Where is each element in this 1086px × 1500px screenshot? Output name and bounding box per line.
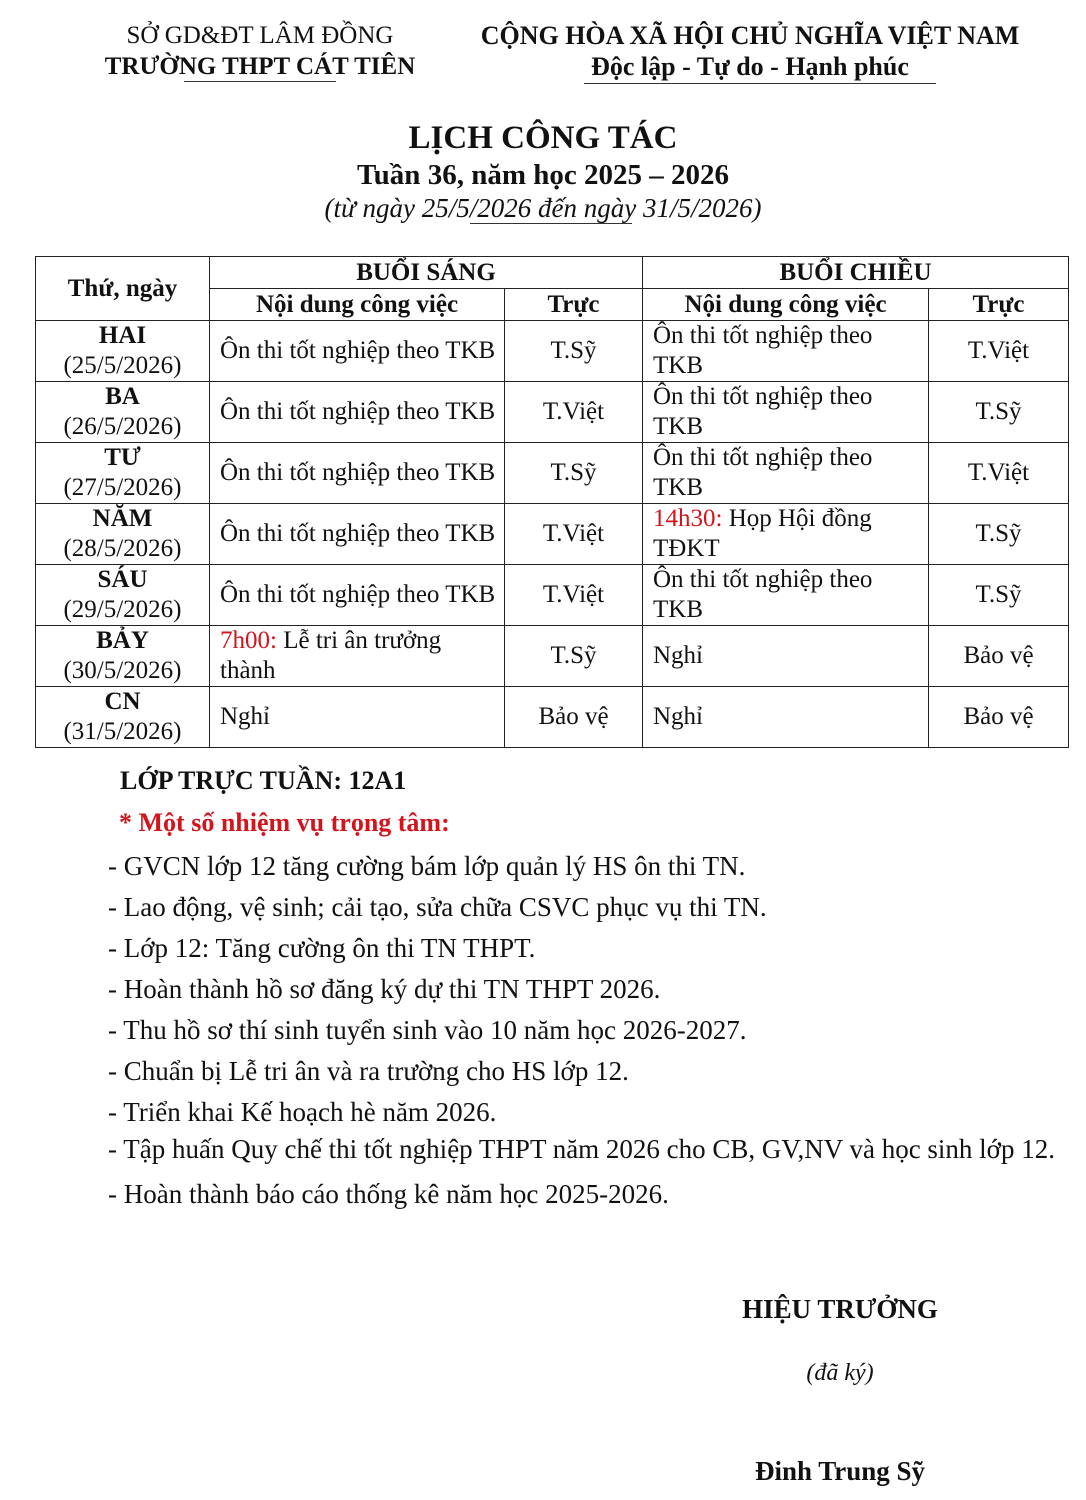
list-item: - Lớp 12: Tăng cường ôn thi TN THPT. [108,933,536,963]
signer-title: HIỆU TRƯỞNG [742,1294,938,1324]
day-cell [36,321,210,382]
task-text: Ôn thi tốt nghiệp theo TKB [653,566,873,623]
date-range-underline [470,223,632,224]
task-time: 14h30: [653,505,723,532]
task-text: Ôn thi tốt nghiệp theo TKB [653,444,873,501]
afternoon-task-cell [643,504,929,565]
day-cell [36,504,210,565]
document-title: LỊCH CÔNG TÁC [408,120,678,156]
day-name: HAI [98,322,147,349]
task-text: Ôn thi tốt nghiệp theo TKB [220,520,496,547]
school-name: TRƯỜNG THPT CÁT TIÊN [104,53,416,80]
task-text: Nghỉ [653,642,703,669]
morning-task-cell [210,687,505,748]
signer-name: Đinh Trung Sỹ [754,1456,926,1486]
morning-duty-cell: T.Sỹ [505,626,643,687]
table-row [36,443,1069,504]
morning-duty-cell: T.Việt [505,504,643,565]
table-row [36,626,1069,687]
morning-duty-cell: T.Việt [505,382,643,443]
national-motto: Độc lập - Tự do - Hạnh phúc [591,52,909,81]
list-item: - Hoàn thành hồ sơ đăng ký dự thi TN THPT 2026. [108,974,661,1004]
schedule-body [36,321,1069,748]
day-name: TƯ [104,444,141,471]
task-text: Ôn thi tốt nghiệp theo TKB [220,398,496,425]
header-morning-duty: Trực [505,289,643,321]
header-afternoon: BUỔI CHIỀU [643,257,1069,289]
task-text: Ôn thi tốt nghiệp theo TKB [220,581,496,608]
day-date: (25/5/2026) [63,352,182,379]
morning-duty-cell: T.Việt [505,565,643,626]
task-text: Nghỉ [653,703,703,730]
day-cell [36,626,210,687]
morning-task-cell [210,321,505,382]
afternoon-duty-cell: T.Sỹ [929,504,1069,565]
morning-task-cell [210,443,505,504]
day-date: (30/5/2026) [63,657,182,684]
task-text: Ôn thi tốt nghiệp theo TKB [653,322,873,379]
header-day: Thứ, ngày [36,257,210,321]
task-text: Lễ tri ân trưởng thành [220,627,442,684]
class-on-duty: LỚP TRỰC TUẦN: 12A1 [120,766,407,795]
afternoon-task-cell [643,382,929,443]
table-row [36,565,1069,626]
afternoon-task-cell [643,687,929,748]
afternoon-task-cell [643,565,929,626]
national-title: CỘNG HÒA XÃ HỘI CHỦ NGHĨA VIỆT NAM [480,21,1020,50]
afternoon-duty-cell: T.Việt [929,321,1069,382]
task-text: Ôn thi tốt nghiệp theo TKB [653,383,873,440]
list-item: - Chuẩn bị Lễ tri ân và ra trường cho HS lớp 12. [108,1056,629,1086]
schedule-table [35,256,1069,748]
morning-duty-cell: Bảo vệ [505,687,643,748]
table-row [36,321,1069,382]
afternoon-duty-cell: Bảo vệ [929,687,1069,748]
key-tasks-heading: * Một số nhiệm vụ trọng tâm: [119,808,450,837]
list-item: - Thu hồ sơ thí sinh tuyển sinh vào 10 năm học 2026-2027. [108,1015,747,1045]
table-row [36,382,1069,443]
day-name: BẢY [96,627,149,654]
date-range: (từ ngày 25/5/2026 đến ngày 31/5/2026) [324,193,762,223]
afternoon-duty-cell: T.Sỹ [929,382,1069,443]
day-cell [36,687,210,748]
morning-task-cell [210,565,505,626]
table-header-row [36,257,1069,289]
list-item: - Lao động, vệ sinh; cải tạo, sửa chữa CSVC phục vụ thi TN. [108,892,767,922]
school-name-underline [184,81,336,82]
agency-header [60,20,460,82]
task-text: Họp Hội đồng TĐKT [653,505,872,562]
afternoon-task-cell [643,321,929,382]
morning-task-cell [210,626,505,687]
table-row [36,504,1069,565]
list-item: - Hoàn thành báo cáo thống kê năm học 2025-2026. [108,1179,669,1209]
day-name: NĂM [92,505,153,532]
key-tasks-list [72,846,1062,1215]
day-cell [36,443,210,504]
task-text: Nghỉ [220,703,270,730]
day-cell [36,382,210,443]
header-afternoon-duty: Trực [929,289,1069,321]
afternoon-task-cell [643,443,929,504]
document-subtitle: Tuần 36, năm học 2025 – 2026 [357,159,729,191]
header-morning-task: Nội dung công việc [210,289,505,321]
national-header [440,20,1060,82]
morning-task-cell [210,382,505,443]
list-item: - GVCN lớp 12 tăng cường bám lớp quản lý HS ôn thi TN. [108,851,746,881]
morning-duty-cell: T.Sỹ [505,321,643,382]
day-cell [36,565,210,626]
afternoon-task-cell [643,626,929,687]
day-date: (29/5/2026) [63,596,182,623]
afternoon-duty-cell: T.Sỹ [929,565,1069,626]
header-afternoon-task: Nội dung công việc [643,289,929,321]
day-name: SÁU [97,566,148,593]
day-date: (28/5/2026) [63,535,182,562]
day-date: (26/5/2026) [63,413,182,440]
header-morning: BUỔI SÁNG [210,257,643,289]
list-item: - Triển khai Kế hoạch hè năm 2026. [108,1097,497,1127]
signed-note: (đã ký) [806,1360,874,1386]
day-date: (31/5/2026) [63,718,182,745]
motto-underline [584,83,936,84]
table-row [36,687,1069,748]
task-text: Ôn thi tốt nghiệp theo TKB [220,337,496,364]
morning-duty-cell: T.Sỹ [505,443,643,504]
morning-task-cell [210,504,505,565]
task-text: Ôn thi tốt nghiệp theo TKB [220,459,496,486]
task-time: 7h00: [220,627,277,654]
afternoon-duty-cell: T.Việt [929,443,1069,504]
afternoon-duty-cell: Bảo vệ [929,626,1069,687]
day-name: BA [105,383,140,410]
day-date: (27/5/2026) [63,474,182,501]
day-name: CN [104,688,141,715]
department-name: SỞ GD&ĐT LÂM ĐỒNG [126,22,394,49]
list-item: - Tập huấn Quy chế thi tốt nghiệp THPT năm 2026 cho CB, GV,NV và học sinh lớp 12. [108,1134,1055,1164]
